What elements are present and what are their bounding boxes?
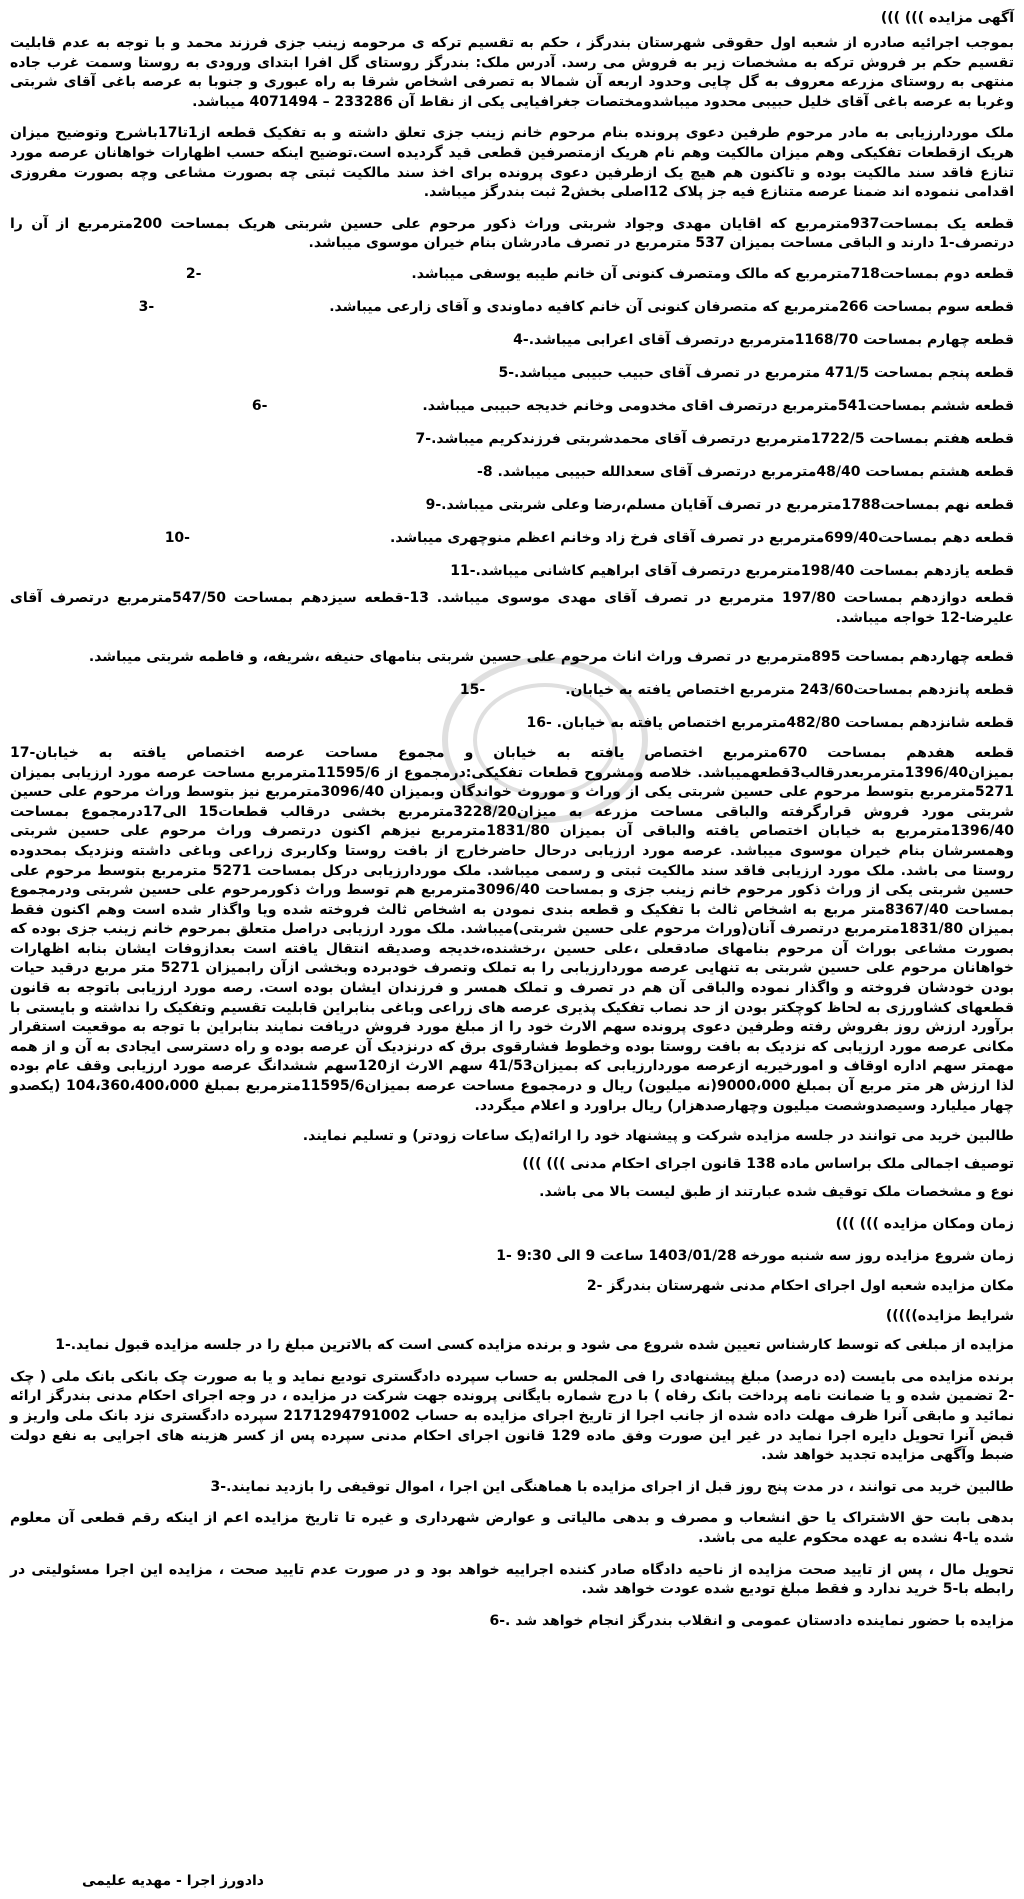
notice-title: آگهی مزایده ))) ))) — [880, 10, 1014, 26]
time-place-heading: زمان ومکان مزایده ))) ))) — [835, 1216, 1014, 1233]
condition-4: بدهی بابت حق الاشتراک یا حق انشعاب و مصرف و بدهی مالیاتی و عوارض شهرداری و غیره تا تاریخ مزایده اعم از اینکه رقم قطعی آن معلوم شده یا-4 نشده به عهده محکوم علیه می باشد. — [10, 1510, 1014, 1546]
seized-property-note: نوع و مشخصات ملک توقیف شده عبارتند از طبق لیست بالا می باشد. — [539, 1184, 1014, 1201]
lot-12-13-paragraph: قطعه دوازدهم بمساحت 197/80 مترمربع در تصرف آقای مهدی موسوی میباشد. 13-قطعه سیزدهم بمساحت 547/50مترمربع درتصرف آقای علیرضا-12 خواجه میباشد. — [10, 589, 1014, 626]
auction-time: زمان شروع مزایده روز سه شنبه مورخه 1403/01/28 ساعت 9 الی 9:30 -1 — [496, 1248, 1014, 1265]
buyers-note: طالبین خرید می توانند در جلسه مزایده شرکت و پیشنهاد خود را ارائه(یک ساعات زودتر) و تسلیم نمایند. — [302, 1128, 1014, 1145]
lot-item: قطعه ششم بمساحت541مترمربع درتصرف اقای مخدومی وخانم خدیجه حبیبی میباشد. -6 — [251, 398, 1014, 415]
lot-item: قطعه هشتم بمساحت 48/40مترمربع درتصرف آقای سعدالله حبیبی میباشد. 8- — [477, 464, 1014, 481]
signature: دادورز اجرا - مهدیه علیمی — [82, 1873, 264, 1889]
lot-item: قطعه دوم بمساحت718مترمربع که مالک ومتصرف کنونی آن خانم طیبه یوسفی میباشد. -2 — [185, 266, 1014, 283]
lot-14-item: قطعه چهاردهم بمساحت 895مترمربع در تصرف وراث اناث مرحوم علی حسین شربتی بنامهای حنیفه ،شریفه، و فاطمه شربتی میباشد. — [88, 649, 1014, 666]
lot-15-item: قطعه پانزدهم بمساحت243/60 مترمربع اختصاص یافته به خیابان. -15 — [459, 682, 1014, 699]
condition-6: مزایده با حضور نماینده دادستان عمومی و انقلاب بندرگز انجام خواهد شد .-6 — [489, 1612, 1014, 1629]
lot-item: قطعه سوم بمساحت 266مترمربع که متصرفان کنونی آن خانم کافیه دماوندی و آقای زارعی میباشد. -3 — [138, 299, 1014, 316]
lot-item: قطعه نهم بمساحت1788مترمربع در تصرف آقایان مسلم،رضا وعلی شربتی میباشد.-9 — [425, 497, 1014, 514]
condition-2: برنده مزایده می بایست (ده درصد) مبلغ پیشنهادی را فی المجلس به حساب سپرده دادگستری تودیع نماید و یا به صورت چک بانکی بانک ملی ( چک -2 تضمین شده و یا ضمانت نامه پرداخت بانک رفاه ) با درج شماره بایگانی پرونده جهت شرکت در مزایده ، در وجه اجرای احکام مدنی بندرگز ارائه نمائید و مابقی آنرا ظرف مهلت داده شده از جانب اجرا از تاریخ اجرای مزایده به حساب 2171294791002 سپرده دادگستری نزد بانک ملی واریز و قبض آنرا تحویل دایره اجرا نماید در غیر این صورت وفق ماده 129 قانون اجرای احکام مدنی سپرده پس از کسر هزینه های اجرایی به نفع دولت ضبط وآگهی مزایده تجدید خواهد شد. — [10, 1368, 1014, 1464]
conditions-heading: شرایط مزایده))))) — [885, 1308, 1014, 1325]
lot-item: قطعه پنجم بمساحت 471/5 مترمربع در تصرف آقای حبیب حبیبی میباشد.-5 — [498, 365, 1014, 382]
condition-3: طالبین خرید می توانند ، در مدت پنج روز قبل از اجرای مزایده با هماهنگی این اجرا ، اموال توقیفی را بازدید نمایند.-3 — [210, 1478, 1014, 1495]
description-heading: توصیف اجمالی ملک براساس ماده 138 قانون اجرای احکام مدنی ))) ))) — [522, 1156, 1014, 1173]
condition-5: تحویل مال ، پس از تایید صحت مزایده از ناحیه دادگاه صادر کننده اجراییه خواهد بود و در صورت عدم تایید صحت ، مزایده این اجرا مسئولیتی در رابطه با-5 خرید ندارد و فقط مبلغ تودیع شده عودت خواهد شد. — [10, 1561, 1014, 1598]
lot-1-paragraph: قطعه یک بمساحت937مترمربع که اقایان مهدی وجواد شربتی وراث ذکور مرحوم علی حسین شربتی هریک بمساحت 200مترمربع از آن را درتصرف-1 دارند و الباقی مساحت بمیزان 537 مترمربع در تصرف مادرشان بنام خیران موسوی میباشد. — [10, 215, 1014, 252]
lot-item: قطعه یازدهم بمساحت 198/40مترمربع درتصرف آقای ابراهیم کاشانی میباشد.-11 — [450, 563, 1014, 580]
lot-item: قطعه دهم بمساحت699/40مترمربع در تصرف آقای فرخ زاد وخانم اعظم منوچهری میباشد. -10 — [164, 530, 1014, 547]
lot-16-item: قطعه شانزدهم بمساحت 482/80مترمربع اختصاص یافته به خیابان. -16 — [526, 715, 1014, 732]
lot-item: قطعه چهارم بمساحت 1168/70مترمربع درتصرف آقای اعرابی میباشد.-4 — [513, 332, 1014, 349]
summary-paragraph: قطعه هفدهم بمساحت 670مترمربع اختصاص یافته به خیابان و مجموع مساحت عرصه اختصاص یافته به خیابان-17 بمیزان1396/40مترمربعدرقالب3قطعهمیباشد. خلاصه ومشروح قطعات تفکیکی:درمجموع از 11595/6مترمربع مساحت عرصه مورد ارزیابی بمیزان 5271مترمربع بتوسط مرحوم علی حسین شربتی یکی از وراث و موروث خواندگان وبمیزان 3096/40مترمربع نیز بتوسط وراث مرحوم علی حسین شربتی مورد فروش قرارگرفته والباقی مساحت مزرعه به میزان3228/20مترمربع بخشی درقالب قطعات15 الی17درمجموع بمساحت 1396/40مترمربع به خیابان اختصاص یافته والباقی آن بمیزان 1831/80مترمربع نیزهم اکنون درتصرف وراث مرحوم علی حسین شربتی وهمسرشان بنام خیران موسوی میباشد. عرصه مورد ارزیابی درحال حاضرخارج از بافت روستا وکاربری زراعی وباغی داشته ونزدیک بمحدوده روستا می باشد. ملک مورد ارزیابی فاقد سند مالکیت ثبتی و رسمی میباشد. ملک موردارزیابی درکل بمساحت 5271 مترمربع بتوسط مرحوم علی حسین شربتی یکی از وراث ذکور مرحوم خانم زینب جزی و بمساحت 3096/40مترمربع هم توسط وراث ذکورمرحوم علی حسین شربتی ودرمجموع بمساحت 8367/40متر مربع به اشخاص ثالث با تفکیک و قطعه بندی نمودن به اشخاص ثالث فروخته شده ویا واگذار شده است وهم اکنون فقط بمیزان 1831/80مترمربع درتصرف آنان(وراث مرحوم علی حسین شربتی)میباشد. ملک مورد ارزیابی دراصل متعلق بمرحوم خانم زینب جزی بوده که بصورت مشاعی بوراث آن مرحوم بنامهای صادقعلی ،علی حسین ،رخشنده،خدیجه وصدیقه انتقال یافته است بعدازوفات ایشان بنابه اظهارات خواهانان مرحوم علی حسین شربتی به تنهایی عرصه موردارزیابی را به تملک وتصرف خودبرده وبخشی ازآن رابمیزان 5271 متر مربع درقید حیات بودن خودشان فروخته و واگذار نموده والباقی آن هم در تصرف و تملک همسر و فرزندان ایشان بوده است. رصه مورد ارزیابی باتوجه به قانون قطعهای کشاورزی به لحاظ کوچکتر بودن از حد نصاب تفکیک پذیری عرصه های زراعی وباغی بنابراین قابلیت تقسیم وتفکیک را نداشته و بایستی با برآورد ارزش روز بفروش رفته وطرفین دعوی پرونده سهم الارث خود را از مبلغ مورد فروش دریافت نمایند بنابراین با توجه به موقعیت استقرار مکانی عرصه مورد ارزیابی که نزدیک به بافت روستا بوده وخطوط فشارقوی برق که درنزدیک آن عرصه بوده و راه دسترسی ایجادی به آن و از همه مهمتر سهم اداره اوقاف و امورخیریه ازعرصه موردارزیابی که بمیزان41/53 سهم الارث از120سهم ششدانگ عرصه مورد ارزیابی وقف عام بوده لذا ارزش هر متر مربع آن بمبلغ 9000،000(نه میلیون) ریال و درمجموع مساحت عرصه بمیزان11595/6مترمربع بمبلغ 104،360،400،000 (یکصدو چهار میلیارد وسیصدوشصت میلیون وچهارصدهزار) ریال براورد و اعلام میگردد. — [10, 744, 1014, 1114]
watermark-logo — [430, 640, 660, 840]
auction-place: مکان مزایده شعبه اول اجرای احکام مدنی شهرستان بندرگز -2 — [586, 1278, 1014, 1295]
intro-paragraph: بموجب اجرائیه صادره از شعبه اول حقوقی شهرستان بندرگز ، حکم به تقسیم ترکه ی مرحومه زینب جزی فرزند محمد و با توجه به عدم قابلیت تقسیم حکم بر فروش ترکه به مشخصات زیر به فروش می رسد. آدرس ملک: بندرگز روستای گل افرا ابتدای ورودی به روستا وسمت غرب جاده منتهی به روستای مزرعه معروف به گل چایی وحدود اربعه آن شمالا به تصرفی اشخاص شرقا به راه عبوری و جنوبا به عرصه باغی آقای شربتی وغربا به عرصه باغی آقای خلیل حبیبی محدود میباشدومختصات جغرافیایی یکی از نقاط آن 233286 – 4071494 میباشد. — [10, 35, 1014, 110]
lot-item: قطعه هفتم بمساحت 1722/5مترمربع درتصرف آقای محمدشربتی فرزندکریم میباشد.-7 — [415, 431, 1014, 448]
condition-1: مزایده از مبلغی که توسط کارشناس تعیین شده شروع می شود و برنده مزایده کسی است که بالاترین مبلغ را در جلسه مزایده قبول نماید.-1 — [55, 1337, 1014, 1354]
valuation-paragraph: ملک موردارزیابی به مادر مرحوم طرفین دعوی پرونده بنام مرحوم خانم زینب جزی تعلق داشته و به تفکیک قطعه از1تا17باشرح وتوضیح میزان هریک ازقطعات تفکیکی وهم میزان مالکیت وهم نام هریک ازمتصرفین قطعی قید گردیده است.توضیح اینکه حسب اظهارات خواهانان عرصه مورد تنازع فاقد سند مالکیت بوده و تاکنون هم هیچ یک ازطرفین دعوی پرونده برای اخذ سند مالکیت ثبتی چه بصورت مشاعی وچه بصورت مفروزی اقدامی ننموده اند ضمنا عرصه متنازع فیه جز پلاک 12اصلی بخش2 ثبت بندرگز میباشد. — [10, 125, 1014, 201]
